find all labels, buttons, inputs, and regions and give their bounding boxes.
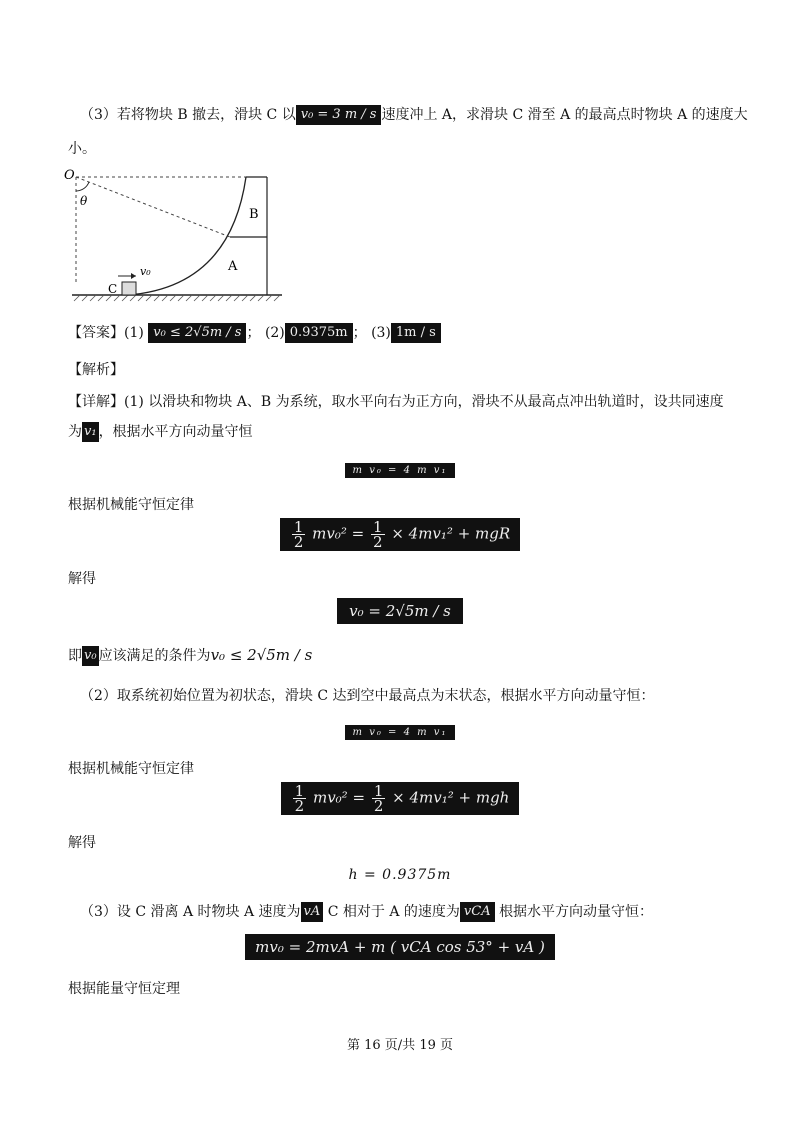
- cond-middle: 应该满足的条件为: [98, 648, 211, 664]
- detail-line2-prefix: 为: [68, 424, 82, 440]
- problem3-suffix: 速度冲上 A，求滑块 C 滑至 A 的最高点时物块 A 的速度大: [381, 107, 748, 123]
- part3-middle: C 相对于 A 的速度为: [327, 904, 460, 920]
- eq3-row: [0, 598, 800, 624]
- label-v0: v₀: [140, 265, 151, 278]
- problem3-prefix: （3）若将物块 B 撤去，滑块 C 以: [80, 107, 296, 123]
- part2-mech-eq: [281, 782, 520, 815]
- part2-solve-label: 解得: [68, 835, 96, 851]
- page-footer: 第 16 页/共 19 页: [347, 1038, 453, 1053]
- part2-mech-eq-row: [0, 782, 800, 815]
- part2-rhs: × 4mv₁² + mgh: [392, 788, 510, 807]
- cond-expr: v₀ ≤ 2√5m / s: [210, 646, 313, 664]
- va-box: vA: [301, 902, 324, 922]
- mech1-label: 根据机械能守恒定律: [68, 497, 194, 513]
- part3-eq: mv₀ = 2mvA + m ( vCA cos 53° + vA ): [245, 934, 555, 960]
- answer-2-box: 0.9375m: [285, 323, 353, 343]
- label-theta: θ: [80, 194, 88, 208]
- part2-eq-row: [0, 720, 800, 740]
- part3-line: [80, 902, 653, 922]
- cond-prefix: 即: [68, 648, 82, 664]
- label-a: A: [228, 259, 238, 274]
- label-b: B: [249, 207, 259, 222]
- speed-box: v₀ = 3 m / s: [296, 105, 382, 125]
- problem3-line2: 小。: [68, 141, 96, 157]
- solve1-label: 解得: [68, 571, 96, 587]
- theta-arc: [76, 182, 89, 191]
- eq2-frac-right: $\frac{1}{2}$: [373, 518, 383, 551]
- detail-line2: [68, 422, 253, 442]
- physics-figure: [60, 165, 290, 310]
- eq2-row: [0, 518, 800, 551]
- block-c: [122, 282, 136, 295]
- eq2-rhs: × 4mv₁² + mgR: [391, 524, 511, 543]
- problem3-line1: [80, 105, 748, 125]
- part2-result-row: [0, 864, 800, 883]
- part3-prefix: （3）设 C 滑离 A 时物块 A 速度为: [80, 904, 301, 920]
- answer-p2: (2): [264, 325, 285, 341]
- eq2-lhs: mv₀² =: [312, 524, 365, 543]
- answer-sep1: ；: [246, 325, 261, 341]
- part3-eq-row: [0, 934, 800, 960]
- part2-mech-label: 根据机械能守恒定律: [68, 761, 194, 777]
- arrow-head-icon: [131, 273, 136, 279]
- eq3: v₀ = 2√5m / s: [337, 598, 463, 624]
- vca-box: vCA: [460, 902, 495, 922]
- v1-box: v₁: [82, 422, 99, 442]
- detail-line2-suffix: ，根据水平方向动量守恒: [98, 424, 253, 440]
- answer-1-box: v₀ ≤ 2√5m / s: [148, 323, 246, 343]
- part3-energy-label: 根据能量守恒定理: [68, 981, 180, 997]
- answer-label: 【答案】: [68, 325, 124, 341]
- eq1: m v₀ = 4 m v₁: [345, 463, 456, 478]
- part2-eq: m v₀ = 4 m v₁: [345, 725, 456, 740]
- label-o: O: [64, 168, 75, 183]
- detail-label: 【详解】: [68, 394, 124, 410]
- ground-hatching: [74, 295, 280, 301]
- answer-line: [68, 323, 441, 343]
- part2-frac-right: $\frac{1}{2}$: [373, 782, 384, 815]
- answer-p3: (3): [371, 325, 391, 341]
- part2-line: （2）取系统初始位置为初状态，滑块 C 达到空中最高点为末状态，根据水平方向动量守恒：: [80, 688, 655, 704]
- part3-suffix: 根据水平方向动量守恒：: [499, 904, 654, 920]
- detail-text1: (1) 以滑块和物块 A、B 为系统，取水平向右为正方向，滑块不从最高点冲出轨道时，设共同速度: [124, 394, 724, 410]
- condition-line: [68, 646, 312, 666]
- answer-sep2: ；: [352, 325, 367, 341]
- detail-line1: [68, 393, 724, 411]
- eq1-row: [0, 458, 800, 478]
- part2-result: h = 0.9375m: [348, 867, 452, 883]
- answer-p1: (1): [124, 325, 144, 341]
- radius-dashed-line: [76, 177, 230, 237]
- label-c: C: [108, 282, 118, 296]
- eq2-frac-left: $\frac{1}{2}$: [293, 518, 304, 551]
- part2-lhs: mv₀² =: [312, 788, 366, 807]
- eq2: [280, 518, 520, 551]
- v0-box: v₀: [82, 646, 99, 666]
- analysis-label: 【解析】: [68, 362, 124, 378]
- part2-frac-left: $\frac{1}{2}$: [294, 782, 305, 815]
- answer-3-box: 1m / s: [391, 323, 441, 343]
